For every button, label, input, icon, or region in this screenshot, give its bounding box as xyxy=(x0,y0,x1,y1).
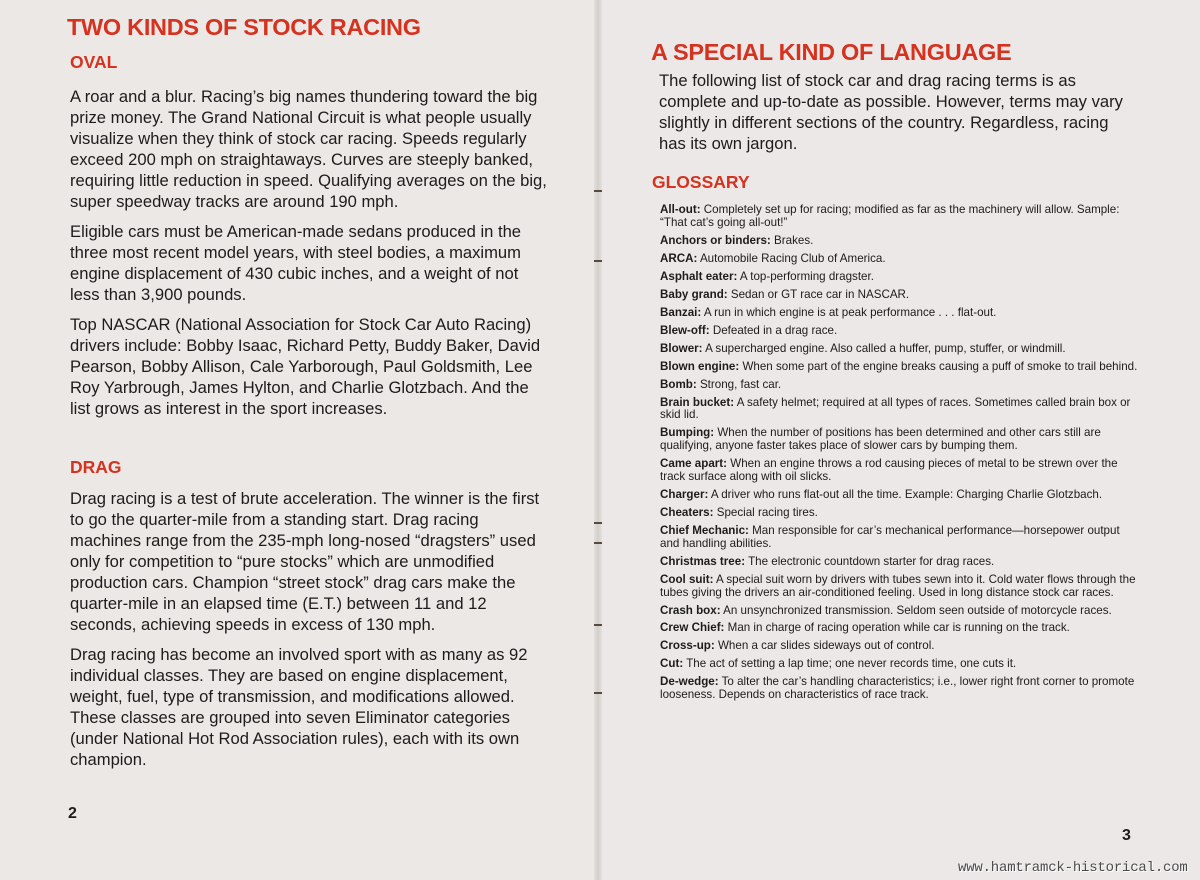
glossary-term: Cut: xyxy=(660,657,684,671)
glossary-intro: The following list of stock car and drag racing terms is as complete and up-to-date as possible. However, terms may vary slightly in different sections of the country. Regardless, racing has its own jargon. xyxy=(659,71,1123,153)
glossary-entry xyxy=(660,343,1140,356)
staple-mark xyxy=(594,624,602,626)
glossary-definition: A safety helmet; required at all types of races. Sometimes called brain box or skid lid. xyxy=(660,395,1131,422)
glossary-entry xyxy=(660,307,1140,320)
glossary-definition: To alter the car’s handling characteristics; i.e., lower right front corner to promote looseness. Depends on characteristics of race track. xyxy=(660,675,1135,702)
glossary-entry xyxy=(660,622,1140,635)
drag-section xyxy=(70,488,550,779)
glossary-entry xyxy=(660,556,1140,569)
staple-mark xyxy=(594,260,602,262)
glossary-definition: When some part of the engine breaks causing a puff of smoke to trail behind. xyxy=(742,359,1138,373)
glossary-entry xyxy=(660,658,1140,671)
glossary-term: Banzai: xyxy=(660,305,702,319)
glossary-entry xyxy=(660,507,1140,520)
glossary-term: De-wedge: xyxy=(660,675,719,689)
glossary-definition: When a car slides sideways out of control. xyxy=(717,639,935,653)
glossary-term: ARCA: xyxy=(660,251,698,265)
glossary-definition: Completely set up for racing; modified as far as the machinery will allow. Sample: “That cat’s going all-out!” xyxy=(660,203,1120,229)
drag-heading: DRAG xyxy=(70,457,122,477)
glossary-definition: Special racing tires. xyxy=(716,505,818,519)
glossary-definition: The electronic countdown starter for drag races. xyxy=(748,554,995,568)
glossary-definition: Man responsible for car’s mechanical performance—horsepower output and handling abilities. xyxy=(660,523,1120,550)
glossary-term: Chief Mechanic: xyxy=(660,523,749,537)
glossary-entry xyxy=(660,574,1140,600)
glossary-entry xyxy=(660,361,1140,374)
glossary-definition: An unsynchronized transmission. Seldom seen outside of motorcycle races. xyxy=(723,603,1112,617)
glossary-term: Blown engine: xyxy=(660,359,740,373)
glossary-definition: A driver who runs flat-out all the time. Example: Charging Charlie Glotzbach. xyxy=(710,487,1103,501)
oval-heading: OVAL xyxy=(70,52,118,72)
glossary-entry xyxy=(660,325,1140,338)
glossary-definition: Brakes. xyxy=(774,233,814,247)
glossary-entry xyxy=(660,640,1140,653)
glossary-entry xyxy=(660,289,1140,302)
glossary-term: Blower: xyxy=(660,341,703,355)
glossary-term: Blew-off: xyxy=(660,323,710,337)
glossary-term: Anchors or binders: xyxy=(660,233,771,247)
glossary-entry xyxy=(660,271,1140,284)
glossary-entry xyxy=(660,427,1140,453)
glossary-term: Baby grand: xyxy=(660,287,728,301)
oval-paragraph: Eligible cars must be American-made sedans produced in the three most recent model years, with steel bodies, a maximum engine displacement of 430 cubic inches, and a weight of not less than 3,900 pounds. xyxy=(70,222,522,304)
glossary-term: Came apart: xyxy=(660,457,728,471)
staple-mark xyxy=(594,692,602,694)
book-gutter xyxy=(594,0,602,880)
glossary-term: Asphalt eater: xyxy=(660,269,738,283)
oval-section xyxy=(70,86,550,428)
glossary-definition: A supercharged engine. Also called a huffer, pump, stuffer, or windmill. xyxy=(705,341,1066,355)
glossary-term: All-out: xyxy=(660,203,701,216)
glossary-definition: When an engine throws a rod causing pieces of metal to be strewn over the track surface along with oil slicks. xyxy=(660,457,1118,483)
staple-mark xyxy=(594,542,602,544)
glossary-entry xyxy=(660,458,1140,484)
glossary-term: Crash box: xyxy=(660,603,721,617)
glossary-definition: Automobile Racing Club of America. xyxy=(699,251,886,265)
glossary-term: Bomb: xyxy=(660,377,697,391)
glossary-term: Cross-up: xyxy=(660,639,715,653)
glossary-entry xyxy=(660,204,1140,230)
glossary-term: Bumping: xyxy=(660,426,715,440)
page-title-left: TWO KINDS OF STOCK RACING xyxy=(67,14,421,40)
page-title-right: A SPECIAL KIND OF LANGUAGE xyxy=(651,39,1012,65)
glossary-entry xyxy=(660,379,1140,392)
glossary-definition: A run in which engine is at peak performance . . . flat-out. xyxy=(703,305,997,319)
glossary-definition: Man in charge of racing operation while car is running on the track. xyxy=(727,621,1070,635)
glossary-entry xyxy=(660,676,1140,702)
glossary-entry xyxy=(660,605,1140,618)
glossary-definition: A top-performing dragster. xyxy=(739,269,874,283)
glossary-definition: When the number of positions has been determined and other cars still are qualifying, anyone faster takes place of slower cars by bumping them. xyxy=(660,426,1101,453)
page-number-left: 2 xyxy=(68,805,77,822)
glossary-term: Brain bucket: xyxy=(660,395,735,409)
glossary-definition: Defeated in a drag race. xyxy=(712,323,838,337)
glossary-entry xyxy=(660,397,1140,423)
glossary-entry xyxy=(660,253,1140,266)
drag-paragraph: Drag racing is a test of brute acceleration. The winner is the first to go the quarter-mile from a standing start. Drag racing machines range from the 235-mph long-nosed “dragsters” used only for competition to “pure stocks” which are unmodified production cars. Champion “street stock” drag cars make the quarter-mile in an elapsed time (E.T.) between 11 and 12 seconds, achieving speeds in excess of 130 mph. xyxy=(70,489,540,634)
glossary-entry xyxy=(660,525,1140,551)
staple-mark xyxy=(594,522,602,524)
glossary-definition: Sedan or GT race car in NASCAR. xyxy=(730,287,910,301)
glossary-term: Cool suit: xyxy=(660,572,714,586)
page-number-right: 3 xyxy=(1122,827,1131,844)
glossary-list xyxy=(660,204,1140,707)
drag-paragraph: Drag racing has become an involved sport with as many as 92 individual classes. They are based on engine displacement, weight, fuel, type of transmission, and modifications allowed. These classes are grouped into seven Eliminator categories (under National Hot Rod Association rules), each with its own champion. xyxy=(70,645,528,769)
glossary-heading: GLOSSARY xyxy=(652,172,750,192)
glossary-term: Charger: xyxy=(660,487,709,501)
glossary-term: Christmas tree: xyxy=(660,554,746,568)
glossary-term: Crew Chief: xyxy=(660,621,725,635)
glossary-definition: A special suit worn by drivers with tubes sewn into it. Cold water flows through the tubes giving the drivers an air-conditioned feeling. Used in long distance stock car races. xyxy=(660,572,1136,599)
oval-paragraph: Top NASCAR (National Association for Stock Car Auto Racing) drivers include: Bobby Isaac, Richard Petty, Buddy Baker, David Pearson, Bobby Allison, Cale Yarborough, Paul Goldsmith, Lee Roy Yarbrough, James Hylton, and Charlie Glotzbach. And the list grows as interest in the sport increases. xyxy=(70,315,541,418)
glossary-term: Cheaters: xyxy=(660,505,714,519)
staple-mark xyxy=(594,190,602,192)
glossary-definition: The act of setting a lap time; one never records time, one cuts it. xyxy=(686,657,1017,671)
glossary-entry xyxy=(660,489,1140,502)
watermark-url: www.hamtramck-historical.com xyxy=(958,860,1188,876)
oval-paragraph: A roar and a blur. Racing’s big names thundering toward the big prize money. The Grand National Circuit is what people usually visualize when they think of stock car racing. Speeds regularly exceed 200 mph on straightaways. Curves are steeply banked, requiring little reduction in speed. Qualifying averages on the big, super speedway tracks are around 190 mph. xyxy=(70,87,547,211)
glossary-entry xyxy=(660,235,1140,248)
glossary-definition: Strong, fast car. xyxy=(699,377,782,391)
left-page xyxy=(0,0,597,880)
